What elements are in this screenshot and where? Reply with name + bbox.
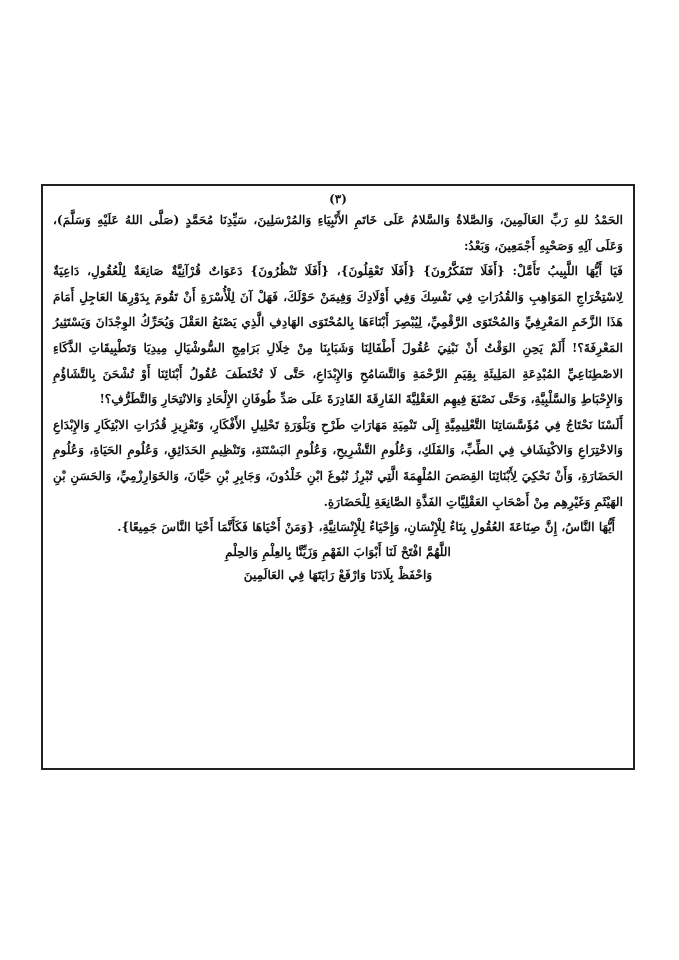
page-number: (٣): [329, 192, 347, 206]
opening-paragraph: الحَمْدُ للهِ رَبِّ العَالَمِينَ، وَالصَّلاةُ وَالسَّلامُ عَلَى خَاتَمِ الأَنْبِيَاءِ وَالمُرْسَلِينَ، سَيِّدِنَا مُحَمَّدٍ (صَلَّى اللهُ عَلَيْهِ وَسَلَّمَ)، وَعَلَى آلِهِ وَصَحْبِهِ أَجْمَعِينَ، وَبَعْدُ:: [53, 213, 623, 253]
supplication-line: اللَّهُمَّ افْتَحْ لَنَا أَبْوَابَ الفَهْمِ وَزَيِّنَّا بِالعِلْمِ وَالحِلْمِ: [225, 544, 451, 559]
sermon-text: [53, 208, 623, 760]
body-paragraph: أَلَسْنَا نَحْتَاجُ فِي مُؤَسَّسَاتِنَا التَّعْلِيمِيَّةِ إِلَى تَنْمِيَةِ مَهَارَاتِ طَرْحِ وَبَلْوَرَةِ تَحْلِيلِ الأَفْكَارِ، وَتَعْزِيزِ قُدُرَاتِ الابْتِكَارِ وَالإِبْدَاعِ وَالاخْتِرَاعِ وَالاكْتِشَافِ فِي الطِّبِّ، وَالفَلَكِ، وَعُلُومِ التَّشْرِيحِ، وَعُلُومِ البَسْتَنَةِ، وَتَنْظِيمِ الحَدَائِقِ، وَعُلُومِ الحَيَاةِ، وَعُلُومِ الحَضَارَةِ، وَأَنْ نَحْكِيَ لِأَبْنَائِنَا القِصَصَ المُلْهِمَةَ الَّتِي تُبْرِزُ نُبُوغَ ابْنِ خَلْدُونَ، وَجَابِرِ بْنِ حَيَّانَ، وَالخَوَارِزْمِيِّ، وَالحَسَنِ بْنِ الهَيْثَمِ وَغَيْرِهِم مِنْ أَصْحَابِ العَقْلِيَّاتِ الفَذَّةِ الصَّانِعَةِ لِلْحَضَارَةِ.: [53, 417, 623, 509]
page-frame: [41, 184, 635, 770]
body-paragraph: فَيَا أَيُّهَا اللَّبِيبُ تَأَمَّلْ: {أَفَلَا تَتَفَكَّرُونَ} {أَفَلَا تَعْقِلُونَ}، {أَفَلَا تَنْظُرُونَ} دَعَوَاتٌ قُرْآنِيَّةٌ صَانِعَةٌ لِلْعُقُولِ، دَاعِيَةٌ لِاسْتِخْرَاجِ المَوَاهِبِ وَالقُدُرَاتِ فِي نَفْسِكَ وَفِي أَوْلَادِكَ وَفِيمَنْ حَوْلَكَ، فَهَلْ آنَ لِلْأُسْرَةِ أَنْ تَقُومَ بِدَوْرِهَا العَاجِلِ أَمَامَ هَذَا الزَّخَمِ المَعْرِفِيِّ وَالمُحْتَوَى الرَّقْمِيِّ، لِيُبْصِرَ أَبْنَاءَهَا بِالمُحْتَوَى الهَادِفِ الَّذِي يَصْنَعُ العَقْلَ وَيُحَرِّكُ الوِجْدَانَ وَيَسْتَثِيرُ المَعْرِفَةَ؟! أَلَمْ يَحِنِ الوَقْتُ أَنْ نَبْنِيَ عُقُولَ أَطْفَالِنَا وَشَبَابِنَا مِنْ خِلَالِ بَرَامِجِ السُّوشْيَالِ مِيدِيَا وَتَطْبِيقَاتِ الذَّكَاءِ الاصْطِنَاعِيِّ المُبْدِعَةِ المَلِيئَةِ بِقِيَمِ الرَّحْمَةِ وَالتَّسَامُحِ وَالإِبْدَاعِ، حَتَّى لَا تُخْتَطَفَ عُقُولُ أَبْنَائِنَا أَوْ تُشْحَنَ بِالتَّشَاؤُمِ وَالإِحْبَاطِ وَالسَّلْبِيَّةِ، وَحَتَّى نَصْنَعَ فِيهِم العَقْلِيَّةَ الفَارِقَةَ القَادِرَةَ عَلَى صَدِّ طُوفَانِ الإِلْحَادِ وَالانْتِحَارِ وَالتَّطَرُّفِ؟!: [53, 264, 623, 407]
closing-call: أَيُّهَا النَّاسُ، إِنَّ صِنَاعَةَ العُقُولِ بِنَاءٌ لِلْإِنْسَانِ، وَإِحْيَاءٌ لِلْإِنْسَانِيَّةِ، {وَمَنْ أَحْيَاهَا فَكَأَنَّمَا أَحْيَا النَّاسَ جَمِيعًا}.: [117, 520, 615, 535]
supplication: [53, 541, 623, 587]
supplication-line: وَاحْفَظْ بِلَادَنَا وَارْفَعْ رَايَتَهَا فِي العَالَمِينَ: [243, 567, 433, 582]
